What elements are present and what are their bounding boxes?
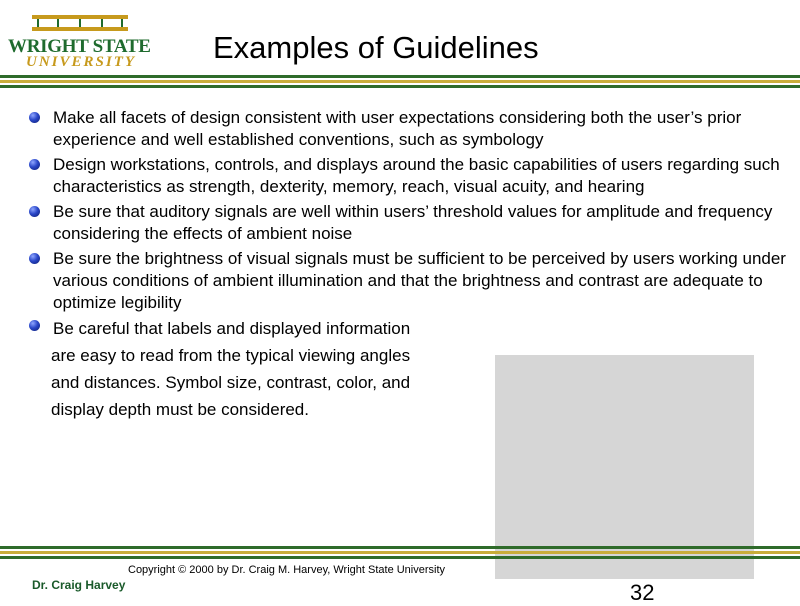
bullet-text: Be careful that labels and displayed information: [53, 319, 411, 338]
bullet-icon: [29, 206, 40, 217]
slide-title: Examples of Guidelines: [213, 30, 539, 65]
list-item: [28, 201, 788, 245]
list-item: [28, 107, 788, 151]
logo-subtitle: UNIVERSITY: [26, 54, 137, 70]
bullet-icon: [29, 320, 40, 331]
bullet-icon: [29, 159, 40, 170]
list-item: [28, 248, 788, 314]
page-number: 32: [630, 580, 655, 605]
header-divider: [0, 75, 800, 90]
list-item: [28, 154, 788, 198]
author-name: Dr. Craig Harvey: [32, 578, 126, 592]
bullet-icon: [29, 112, 40, 123]
bullet-text: Make all facets of design consistent with user expectations considering both the user’s prior experience and well established conventions, such as symbology: [53, 108, 742, 149]
copyright-notice: Copyright © 2000 by Dr. Craig M. Harvey, Wright State University: [128, 564, 446, 576]
bullet-icon: [29, 253, 40, 264]
bullet-text: Be sure that auditory signals are well within users’ threshold values for amplitude and frequency considering the effects of ambient noise: [53, 202, 773, 243]
logo-wordmark: WRIGHT STATE: [8, 36, 151, 57]
bullet-text: Be sure the brightness of visual signals must be sufficient to be perceived by users working under various conditions of ambient illumination and that the brightness and contrast are adequate to optimize legibility: [53, 249, 786, 312]
wright-state-logo: [8, 10, 150, 72]
bullet-text: are easy to read from the typical viewing angles: [51, 346, 411, 365]
footer-divider: [0, 546, 800, 561]
bullet-text: display depth must be considered.: [51, 400, 309, 419]
bullet-text: Design workstations, controls, and displays around the basic capabilities of users regarding such characteristics as strength, dexterity, memory, reach, visual acuity, and hearing: [53, 155, 780, 196]
list-item: [28, 315, 523, 423]
bullet-text: and distances. Symbol size, contrast, color, and: [51, 373, 411, 392]
wright-flyer-icon: [30, 12, 130, 36]
